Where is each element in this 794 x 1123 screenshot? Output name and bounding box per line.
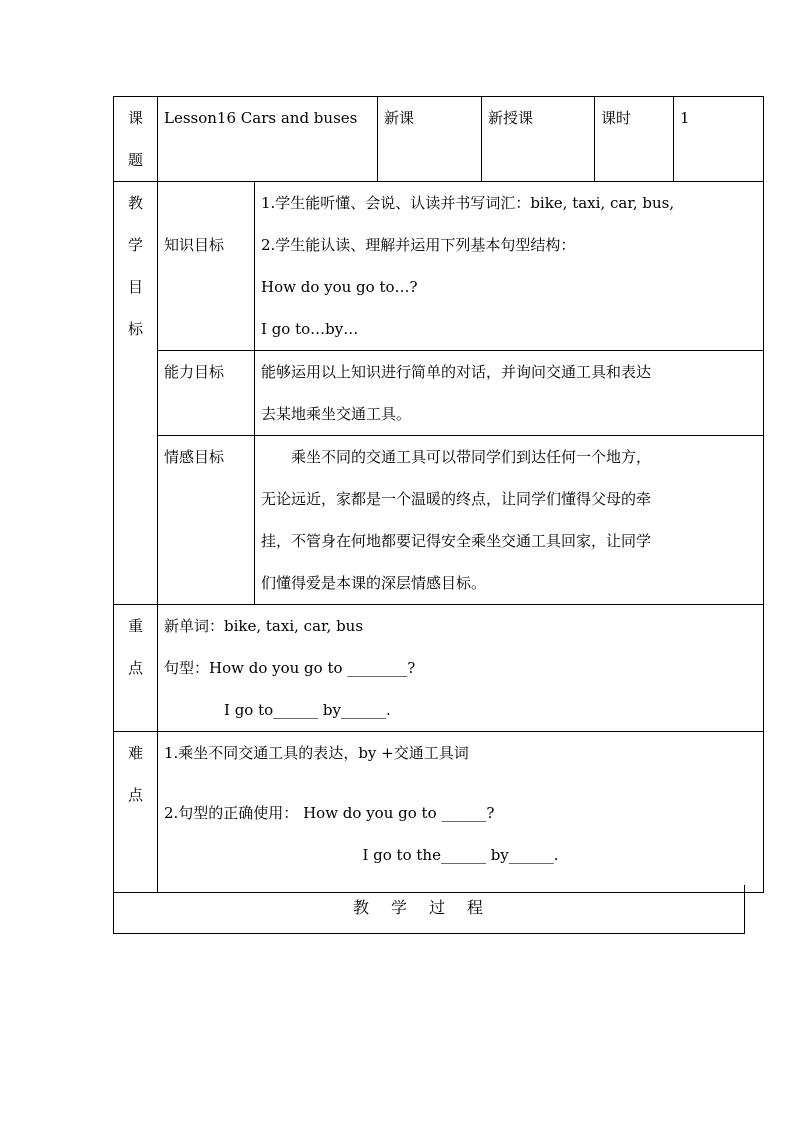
emotion-line-2: 无论远近，家都是一个温暖的终点，让同学们懂得父母的牵 xyxy=(261,490,652,508)
key-points-content xyxy=(158,605,764,732)
emotion-line-4: 们懂得爱是本课的深层情感目标。 xyxy=(261,574,487,592)
knowledge-objective-content xyxy=(255,182,764,351)
key-points-label xyxy=(114,605,158,732)
difficulties-label-char-1: 难 xyxy=(127,744,143,762)
ability-objective-content xyxy=(255,351,764,436)
key-points-line-2: 句型：How do you go to ________? xyxy=(164,659,416,677)
topic-label-char-1: 课 xyxy=(127,109,143,127)
ability-objective-label: 能力目标 xyxy=(158,351,255,436)
difficulties-line-3: I go to the______ by______. xyxy=(362,846,559,864)
knowledge-objective-label xyxy=(158,182,255,351)
knowledge-line-3: How do you go to…? xyxy=(261,278,418,296)
emotion-objective-label: 情感目标 xyxy=(158,436,255,605)
ability-line-1: 能够运用以上知识进行简单的对话，并询问交通工具和表达 xyxy=(261,363,652,381)
header-row xyxy=(114,97,764,182)
difficulties-row xyxy=(114,732,764,893)
key-points-line-1: 新单词：bike, taxi, car, bus xyxy=(164,617,364,635)
emotion-row xyxy=(114,436,764,605)
difficulties-label xyxy=(114,732,158,893)
class-hours-value: 1 xyxy=(674,97,764,182)
class-hours-label: 课时 xyxy=(595,97,674,182)
difficulties-label-char-2: 点 xyxy=(127,786,143,804)
knowledge-label-text: 知识目标 xyxy=(164,236,225,254)
emotion-objective-content xyxy=(255,436,764,605)
emotion-line-1: 乘坐不同的交通工具可以带同学们到达任何一个地方， xyxy=(291,448,652,466)
objectives-label-char-4: 标 xyxy=(127,320,143,338)
key-points-label-char-1: 重 xyxy=(127,617,143,635)
emotion-line-3: 挂，不管身在何地都要记得安全乘坐交通工具回家，让同学 xyxy=(261,532,652,550)
key-points-line-3: I go to______ by______. xyxy=(224,701,391,719)
objectives-label xyxy=(114,182,158,605)
knowledge-line-1: 1.学生能听懂、会说、认读并书写词汇：bike, taxi, car, bus, xyxy=(261,194,675,212)
knowledge-row xyxy=(114,182,764,351)
ability-row xyxy=(114,351,764,436)
lesson-plan-table xyxy=(113,96,764,893)
key-points-label-char-2: 点 xyxy=(127,659,143,677)
topic-label xyxy=(114,97,158,182)
key-points-row xyxy=(114,605,764,732)
lesson-title: Lesson16 Cars and buses xyxy=(158,97,378,182)
difficulties-line-1: 1.乘坐不同交通工具的表达，by +交通工具词 xyxy=(164,744,469,762)
knowledge-line-4: I go to…by… xyxy=(261,320,359,338)
ability-line-2: 去某地乘坐交通工具。 xyxy=(261,405,412,423)
topic-label-char-2: 题 xyxy=(127,151,143,169)
knowledge-line-2: 2.学生能认读、理解并运用下列基本句型结构： xyxy=(261,236,576,254)
objectives-label-char-3: 目 xyxy=(127,278,143,296)
difficulties-content xyxy=(158,732,764,893)
lesson-type-teaching: 新授课 xyxy=(482,97,595,182)
objectives-label-char-1: 教 xyxy=(127,194,143,212)
objectives-label-char-2: 学 xyxy=(127,236,143,254)
difficulties-line-2: 2.句型的正确使用： How do you go to ______? xyxy=(164,804,495,822)
lesson-type-new: 新课 xyxy=(378,97,482,182)
teaching-process-heading: 教学过程 xyxy=(113,885,745,934)
